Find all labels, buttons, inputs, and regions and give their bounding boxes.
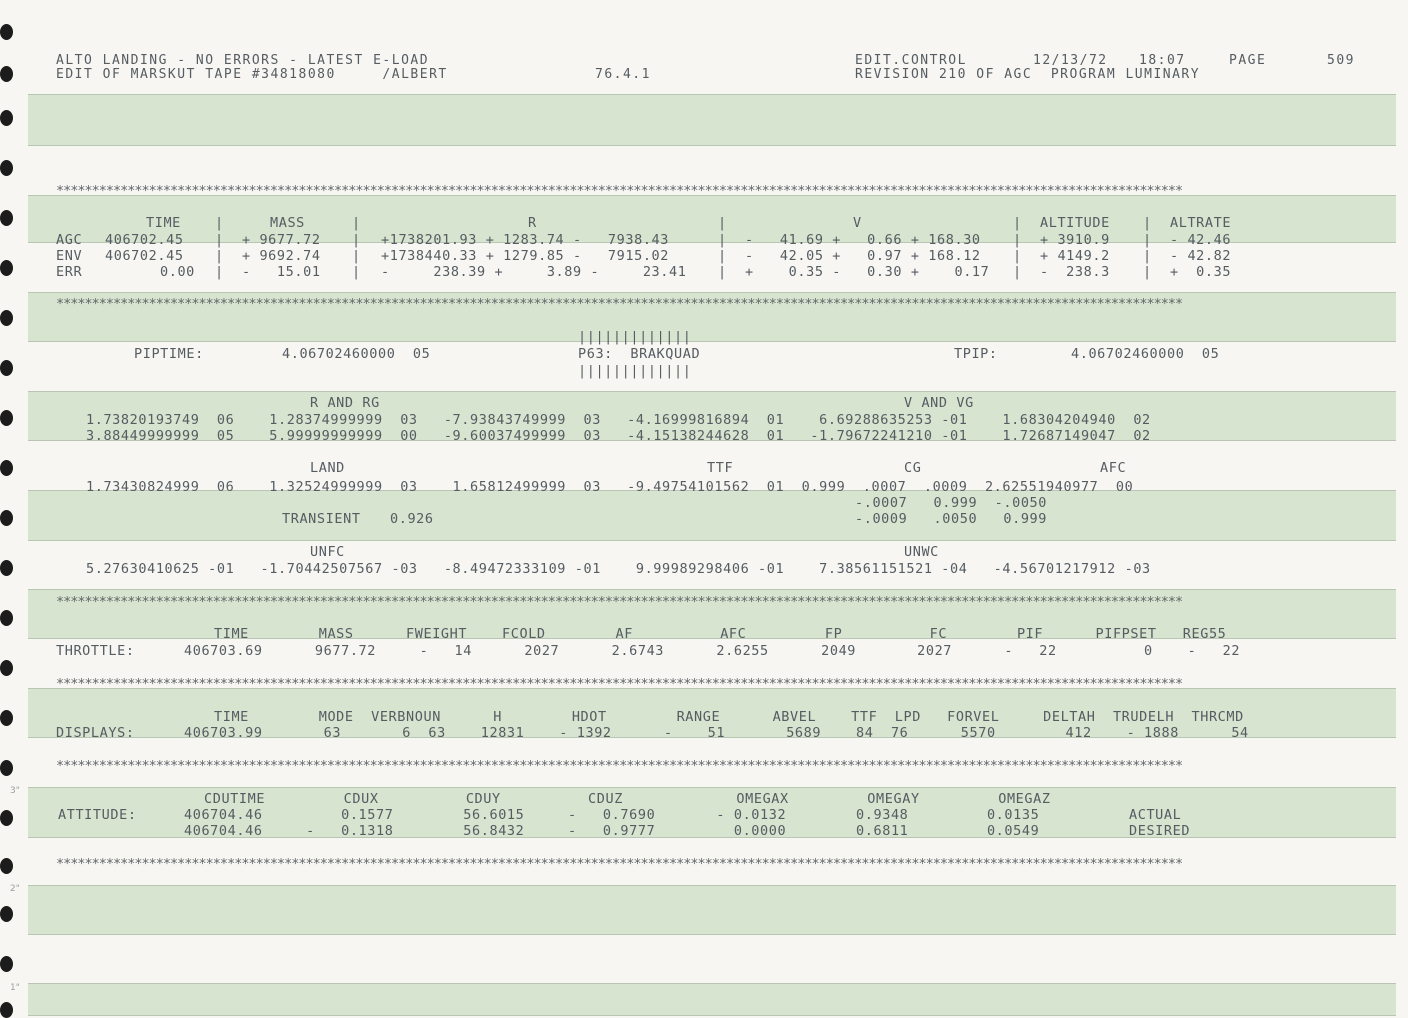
sprocket-hole bbox=[0, 410, 13, 426]
displays-headers: TIME MODE VERBNOUN H HDOT RANGE ABVEL TTF LPD FORVEL DELTAH TRUDELH THRCMD bbox=[214, 709, 1244, 725]
header-page-label: PAGE bbox=[1229, 53, 1267, 68]
attitude-label: ATTITUDE: bbox=[58, 807, 137, 823]
margin-mark: 2" bbox=[10, 884, 20, 894]
attitude-row: 406704.46 0.1577 56.6015 - 0.7690 - 0.0132 0.9348 0.0135 bbox=[184, 807, 1040, 823]
desired-label: DESIRED bbox=[1129, 823, 1191, 839]
col-v: V bbox=[853, 215, 862, 231]
tpip-label: TPIP: bbox=[954, 346, 998, 362]
sprocket-hole bbox=[0, 510, 13, 526]
v-and-vg-label: V AND VG bbox=[904, 395, 974, 411]
transient-label: TRANSIENT bbox=[282, 511, 361, 527]
greenbar-band bbox=[28, 885, 1396, 935]
sprocket-hole bbox=[0, 710, 13, 726]
attitude-headers: CDUTIME CDUX CDUY CDUZ OMEGAX OMEGAY OMEGAZ bbox=[204, 791, 1051, 807]
sprocket-hole bbox=[0, 210, 13, 226]
transient-value: 0.926 bbox=[390, 511, 434, 527]
col-altrate: ALTRATE bbox=[1170, 215, 1232, 231]
throttle-label: THROTTLE: bbox=[56, 643, 135, 659]
header-tape: EDIT OF MARSKUT TAPE #34818080 /ALBERT bbox=[56, 67, 448, 82]
star-separator: ************************************************************************************************************************************************************** bbox=[56, 594, 1183, 610]
tpip-value: 4.06702460000 05 bbox=[1071, 346, 1220, 362]
piptime-label: PIPTIME: bbox=[134, 346, 204, 362]
sprocket-hole bbox=[0, 610, 13, 626]
header-date: 12/13/72 bbox=[1033, 53, 1108, 68]
header-page-number: 509 bbox=[1327, 53, 1355, 68]
sprocket-hole bbox=[0, 810, 13, 826]
cg-row: -.0009 .0050 0.999 bbox=[855, 511, 1048, 527]
col-r: R bbox=[528, 215, 537, 231]
vector-row: 3.88449999999 05 5.99999999999 00 -9.60037499999 03 -4.15138244628 01 -1.79672241210 -01 1.72687149047 02 bbox=[86, 428, 1151, 444]
sprocket-hole bbox=[0, 906, 13, 922]
bar-marker: ||||||||||||| bbox=[578, 363, 692, 379]
header-revision: REVISION 210 OF AGC PROGRAM LUMINARY bbox=[855, 67, 1201, 82]
land-row: 1.73430824999 06 1.32524999999 03 1.65812499999 03 -9.49754101562 01 0.999 .0007 .0009 2.62551940977 00 bbox=[86, 479, 1134, 495]
margin-mark: 3" bbox=[10, 786, 20, 796]
throttle-values: 406703.69 9677.72 - 14 2027 2.6743 2.6255 2049 2027 - 22 0 - 22 bbox=[184, 643, 1241, 659]
header-title: ALTO LANDING - NO ERRORS - LATEST E-LOAD bbox=[56, 53, 430, 68]
star-separator: ************************************************************************************************************************************************************** bbox=[56, 183, 1183, 199]
unwc-label: UNWC bbox=[904, 544, 939, 560]
star-separator: ************************************************************************************************************************************************************** bbox=[56, 758, 1183, 774]
col-mass: MASS bbox=[270, 215, 305, 231]
vector-row: 1.73820193749 06 1.28374999999 03 -7.93843749999 03 -4.16999816894 01 6.69288635253 -01 1.68304204940 02 bbox=[86, 412, 1151, 428]
sprocket-hole bbox=[0, 560, 13, 576]
r-and-rg-label: R AND RG bbox=[310, 395, 380, 411]
col-time: TIME bbox=[146, 215, 181, 231]
star-separator: ************************************************************************************************************************************************************** bbox=[56, 296, 1183, 312]
piptime-value: 4.06702460000 05 bbox=[282, 346, 431, 362]
bar-marker: ||||||||||||| bbox=[578, 329, 692, 345]
throttle-headers: TIME MASS FWEIGHT FCOLD AF AFC FP FC PIF PIFPSET REG55 bbox=[214, 626, 1227, 642]
cg-label: CG bbox=[904, 460, 922, 476]
sprocket-hole bbox=[0, 1002, 13, 1018]
unfc-label: UNFC bbox=[310, 544, 345, 560]
sprocket-hole bbox=[0, 858, 13, 874]
sprocket-hole bbox=[0, 24, 13, 40]
greenbar-band bbox=[28, 983, 1396, 1016]
displays-label: DISPLAYS: bbox=[56, 725, 135, 741]
sprocket-hole bbox=[0, 260, 13, 276]
header-version: 76.4.1 bbox=[595, 67, 651, 82]
star-separator: ************************************************************************************************************************************************************** bbox=[56, 676, 1183, 692]
sprocket-hole bbox=[0, 66, 13, 82]
sprocket-hole bbox=[0, 660, 13, 676]
cg-row: -.0007 0.999 -.0050 bbox=[855, 495, 1048, 511]
sprocket-hole bbox=[0, 760, 13, 776]
sprocket-hole bbox=[0, 460, 13, 476]
header-edit-control: EDIT.CONTROL bbox=[855, 53, 967, 68]
sprocket-hole bbox=[0, 360, 13, 376]
greenbar-band bbox=[28, 490, 1396, 541]
actual-label: ACTUAL bbox=[1129, 807, 1182, 823]
afc-label: AFC bbox=[1100, 460, 1127, 476]
sprocket-hole bbox=[0, 310, 13, 326]
star-separator: ************************************************************************************************************************************************************** bbox=[56, 856, 1183, 872]
header-time: 18:07 bbox=[1139, 53, 1186, 68]
unit-vector-row: 5.27630410625 -01 -1.70442507567 -03 -8.49472333109 -01 9.99989298406 -01 7.38561151521 -04 -4.56701217912 -03 bbox=[86, 561, 1151, 577]
attitude-row: 406704.46 - 0.1318 56.8432 - 0.9777 0.0000 0.6811 0.0549 bbox=[184, 823, 1040, 839]
displays-values: 406703.99 63 6 63 12831 - 1392 - 51 5689 84 76 5570 412 - 1888 54 bbox=[184, 725, 1249, 741]
ttf-label: TTF bbox=[707, 460, 734, 476]
sprocket-hole bbox=[0, 956, 13, 972]
land-label: LAND bbox=[310, 460, 345, 476]
sprocket-hole bbox=[0, 160, 13, 176]
col-altitude: ALTITUDE bbox=[1040, 215, 1110, 231]
margin-mark: 1" bbox=[10, 983, 20, 993]
program-label: P63: BRAKQUAD bbox=[578, 346, 701, 362]
sprocket-hole bbox=[0, 110, 13, 126]
greenbar-band bbox=[28, 94, 1396, 146]
sprocket-holes bbox=[0, 0, 22, 1014]
